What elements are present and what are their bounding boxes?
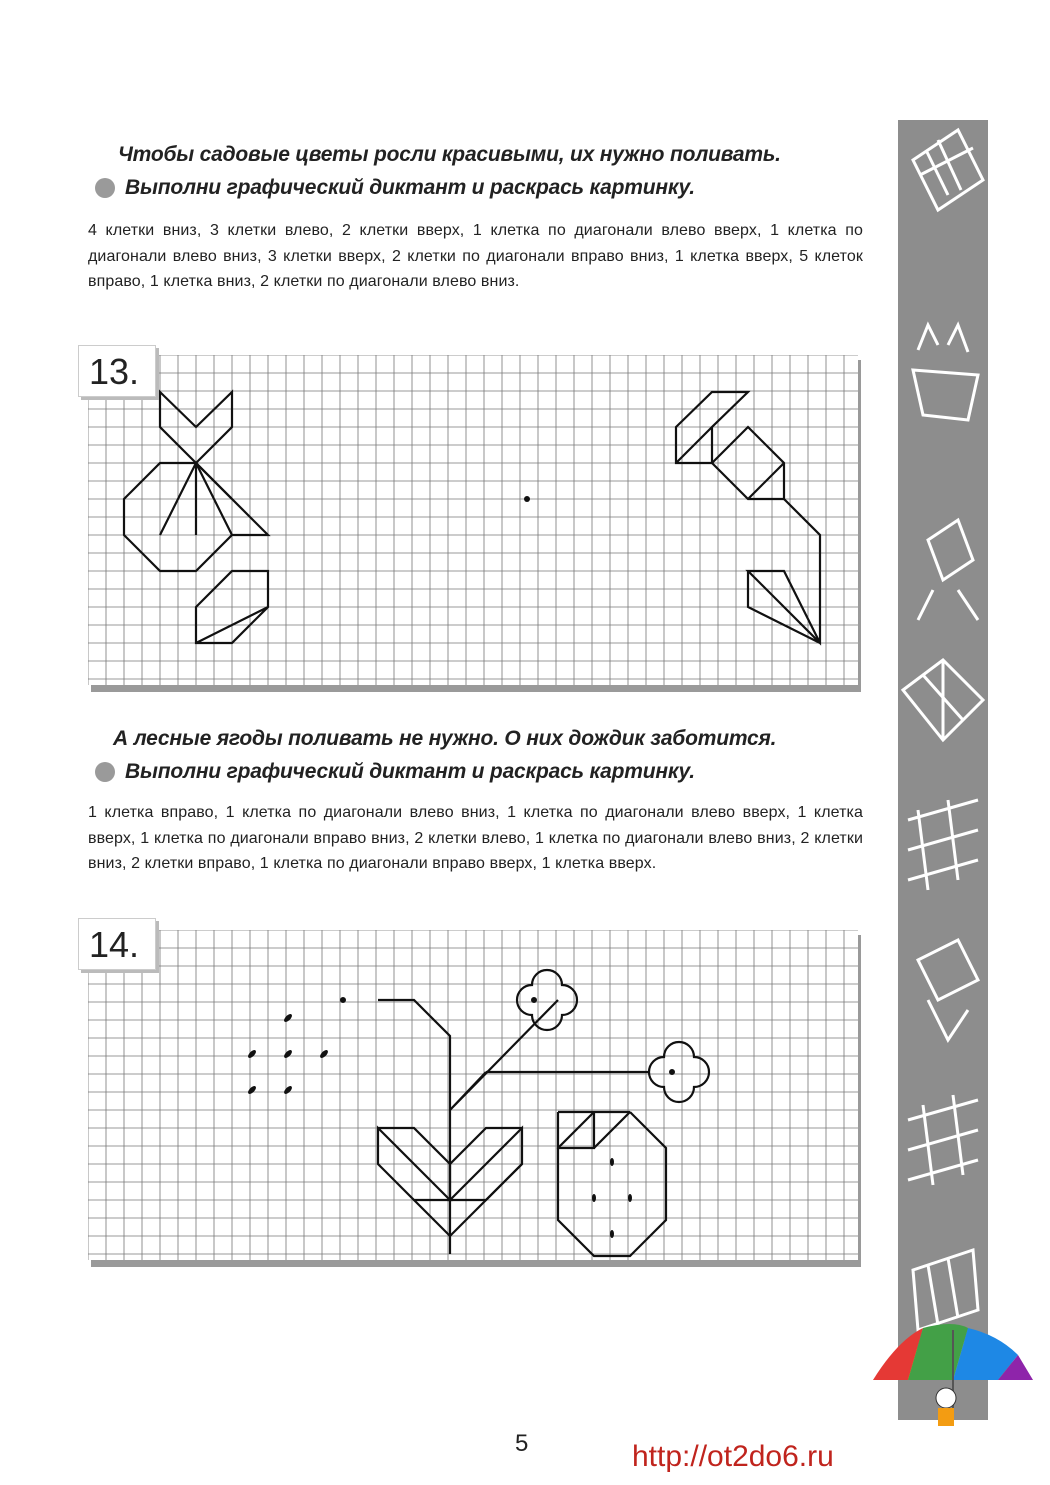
site-url-link[interactable]: http://ot2do6.ru bbox=[632, 1440, 834, 1473]
bullet-marker-1 bbox=[95, 178, 115, 198]
exercise-number-13: 13. bbox=[78, 345, 156, 397]
bullet-marker-2 bbox=[95, 762, 115, 782]
side-strip-doodles bbox=[898, 120, 988, 1420]
umbrella-logo-icon bbox=[868, 1320, 1038, 1430]
grid-13 bbox=[88, 355, 863, 700]
start-dot-13 bbox=[524, 496, 530, 502]
dictation-text-2: 1 клетка вправо, 1 клетка по диагонали влево вниз, 1 клетка по диагонали влево вверх, 1 клетка вверх, 1 клетка по диагонали вправо вниз, 2 клетки влево, 1 клетка по диагонали влево вниз, 2 клетки вниз, 2 клетки вправо, 1 клетка по диагонали вправо вверх, 1 клетка вверх. bbox=[88, 804, 863, 872]
dictation-text-1: 4 клетки вниз, 3 клетки влево, 2 клетки вверх, 1 клетка по диагонали влево вверх, 1 клетка по диагонали влево вниз, 3 клетки вверх, 2 клетки по диагонали вправо вниз, 1 клетка вверх, 5 клеток вправо, 1 клетка вниз, 2 клетки по диагонали влево вниз. bbox=[88, 222, 863, 290]
grid-13-canvas bbox=[88, 355, 863, 695]
grid-14 bbox=[88, 930, 863, 1275]
exercise-number-14: 14. bbox=[78, 918, 156, 970]
grid-14-canvas bbox=[88, 930, 863, 1270]
decorative-side-strip bbox=[898, 120, 988, 1420]
page-number: 5 bbox=[515, 1430, 529, 1457]
intro-text-1: Чтобы садовые цветы росли красивыми, их нужно поливать. bbox=[118, 143, 781, 166]
task-text-2: Выполни графический диктант и раскрась картинку. bbox=[125, 760, 695, 783]
intro-text-2: А лесные ягоды поливать не нужно. О них дождик заботится. bbox=[113, 727, 777, 750]
task-text-1: Выполни графический диктант и раскрась картинку. bbox=[125, 176, 695, 199]
